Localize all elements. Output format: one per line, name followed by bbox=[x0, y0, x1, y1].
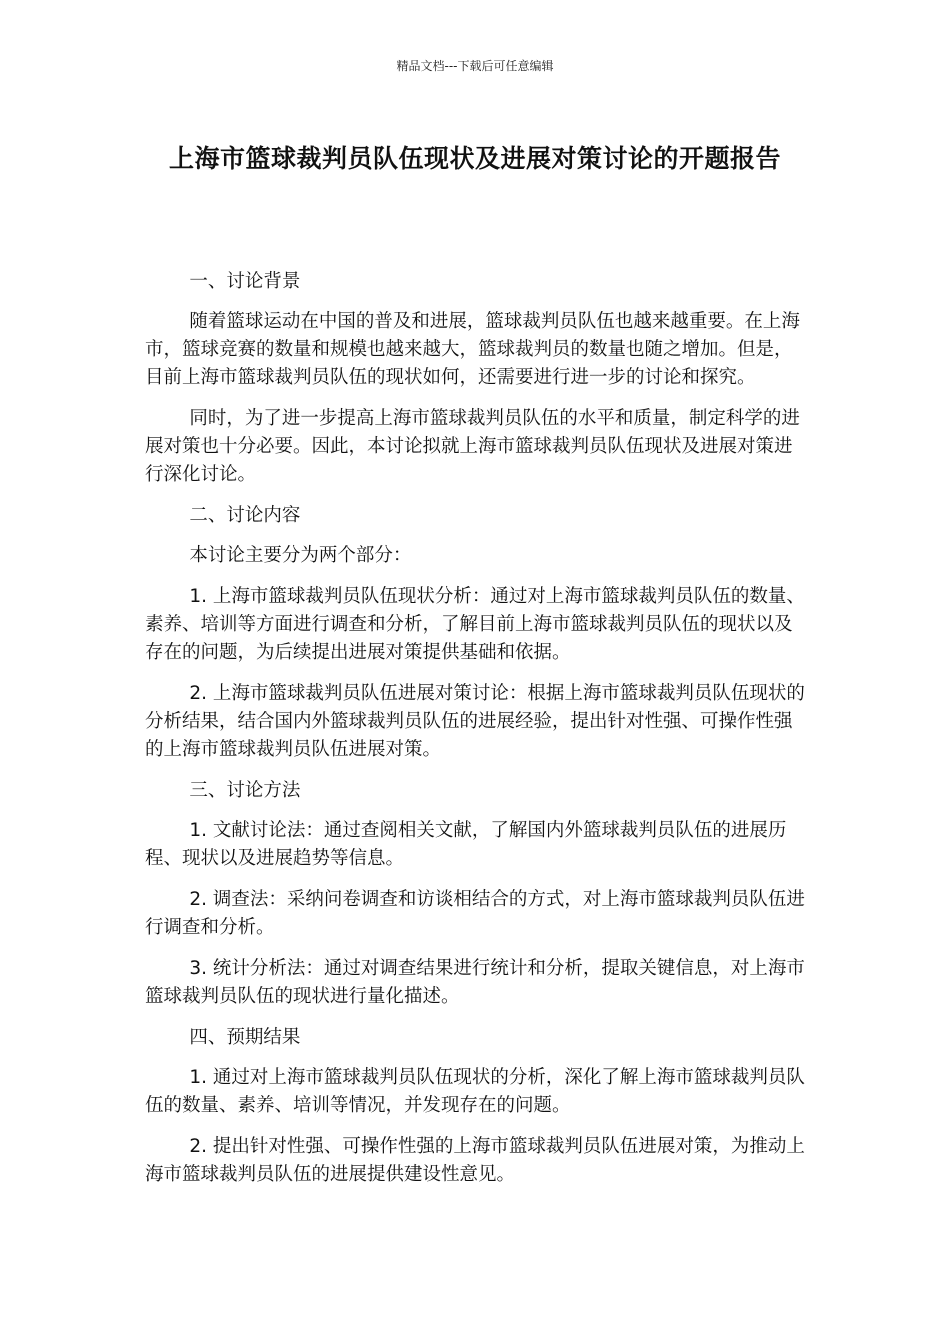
section-heading-methods: 三、讨论方法 bbox=[189, 780, 301, 801]
paragraph: 1. 通过对上海市篮球裁判员队伍现状的分析，深化了解上海市篮球裁判员队伍的数量、素养、培训等情况，并发现存在的问题。 bbox=[145, 1067, 805, 1116]
header-note: 精品文档---下载后可任意编辑 bbox=[396, 59, 554, 73]
section-heading-content: 二、讨论内容 bbox=[189, 505, 301, 526]
paragraph: 本讨论主要分为两个部分： bbox=[189, 545, 412, 566]
paragraph: 2. 上海市篮球裁判员队伍进展对策讨论：根据上海市篮球裁判员队伍现状的分析结果，结合国内外篮球裁判员队伍的进展经验，提出针对性强、可操作性强的上海市篮球裁判员队伍进展对策。 bbox=[145, 683, 805, 760]
paragraph: 2. 提出针对性强、可操作性强的上海市篮球裁判员队伍进展对策，为推动上海市篮球裁判员队伍的进展提供建设性意见。 bbox=[145, 1136, 805, 1185]
paragraph: 3. 统计分析法：通过对调查结果进行统计和分析，提取关键信息，对上海市篮球裁判员队伍的现状进行量化描述。 bbox=[145, 958, 805, 1007]
section-heading-background: 一、讨论背景 bbox=[189, 271, 301, 292]
section-heading-expected-results: 四、预期结果 bbox=[189, 1027, 301, 1048]
document-body bbox=[145, 268, 807, 1202]
paragraph: 1. 文献讨论法：通过查阅相关文献，了解国内外篮球裁判员队伍的进展历程、现状以及进展趋势等信息。 bbox=[145, 820, 787, 869]
paragraph: 随着篮球运动在中国的普及和进展，篮球裁判员队伍也越来越重要。在上海市，篮球竞赛的数量和规模也越来越大，篮球裁判员的数量也随之增加。但是，目前上海市篮球裁判员队伍的现状如何，还需要进行进一步的讨论和探究。 bbox=[145, 311, 800, 388]
document-title: 上海市篮球裁判员队伍现状及进展对策讨论的开题报告 bbox=[168, 144, 781, 173]
paragraph: 2. 调查法：采纳问卷调查和访谈相结合的方式，对上海市篮球裁判员队伍进行调查和分析。 bbox=[145, 889, 805, 938]
paragraph: 1. 上海市篮球裁判员队伍现状分析：通过对上海市篮球裁判员队伍的数量、素养、培训等方面进行调查和分析，了解目前上海市篮球裁判员队伍的现状以及存在的问题，为后续提出进展对策提供基础和依据。 bbox=[145, 586, 805, 663]
paragraph: 同时，为了进一步提高上海市篮球裁判员队伍的水平和质量，制定科学的进展对策也十分必要。因此，本讨论拟就上海市篮球裁判员队伍现状及进展对策进行深化讨论。 bbox=[145, 408, 800, 485]
